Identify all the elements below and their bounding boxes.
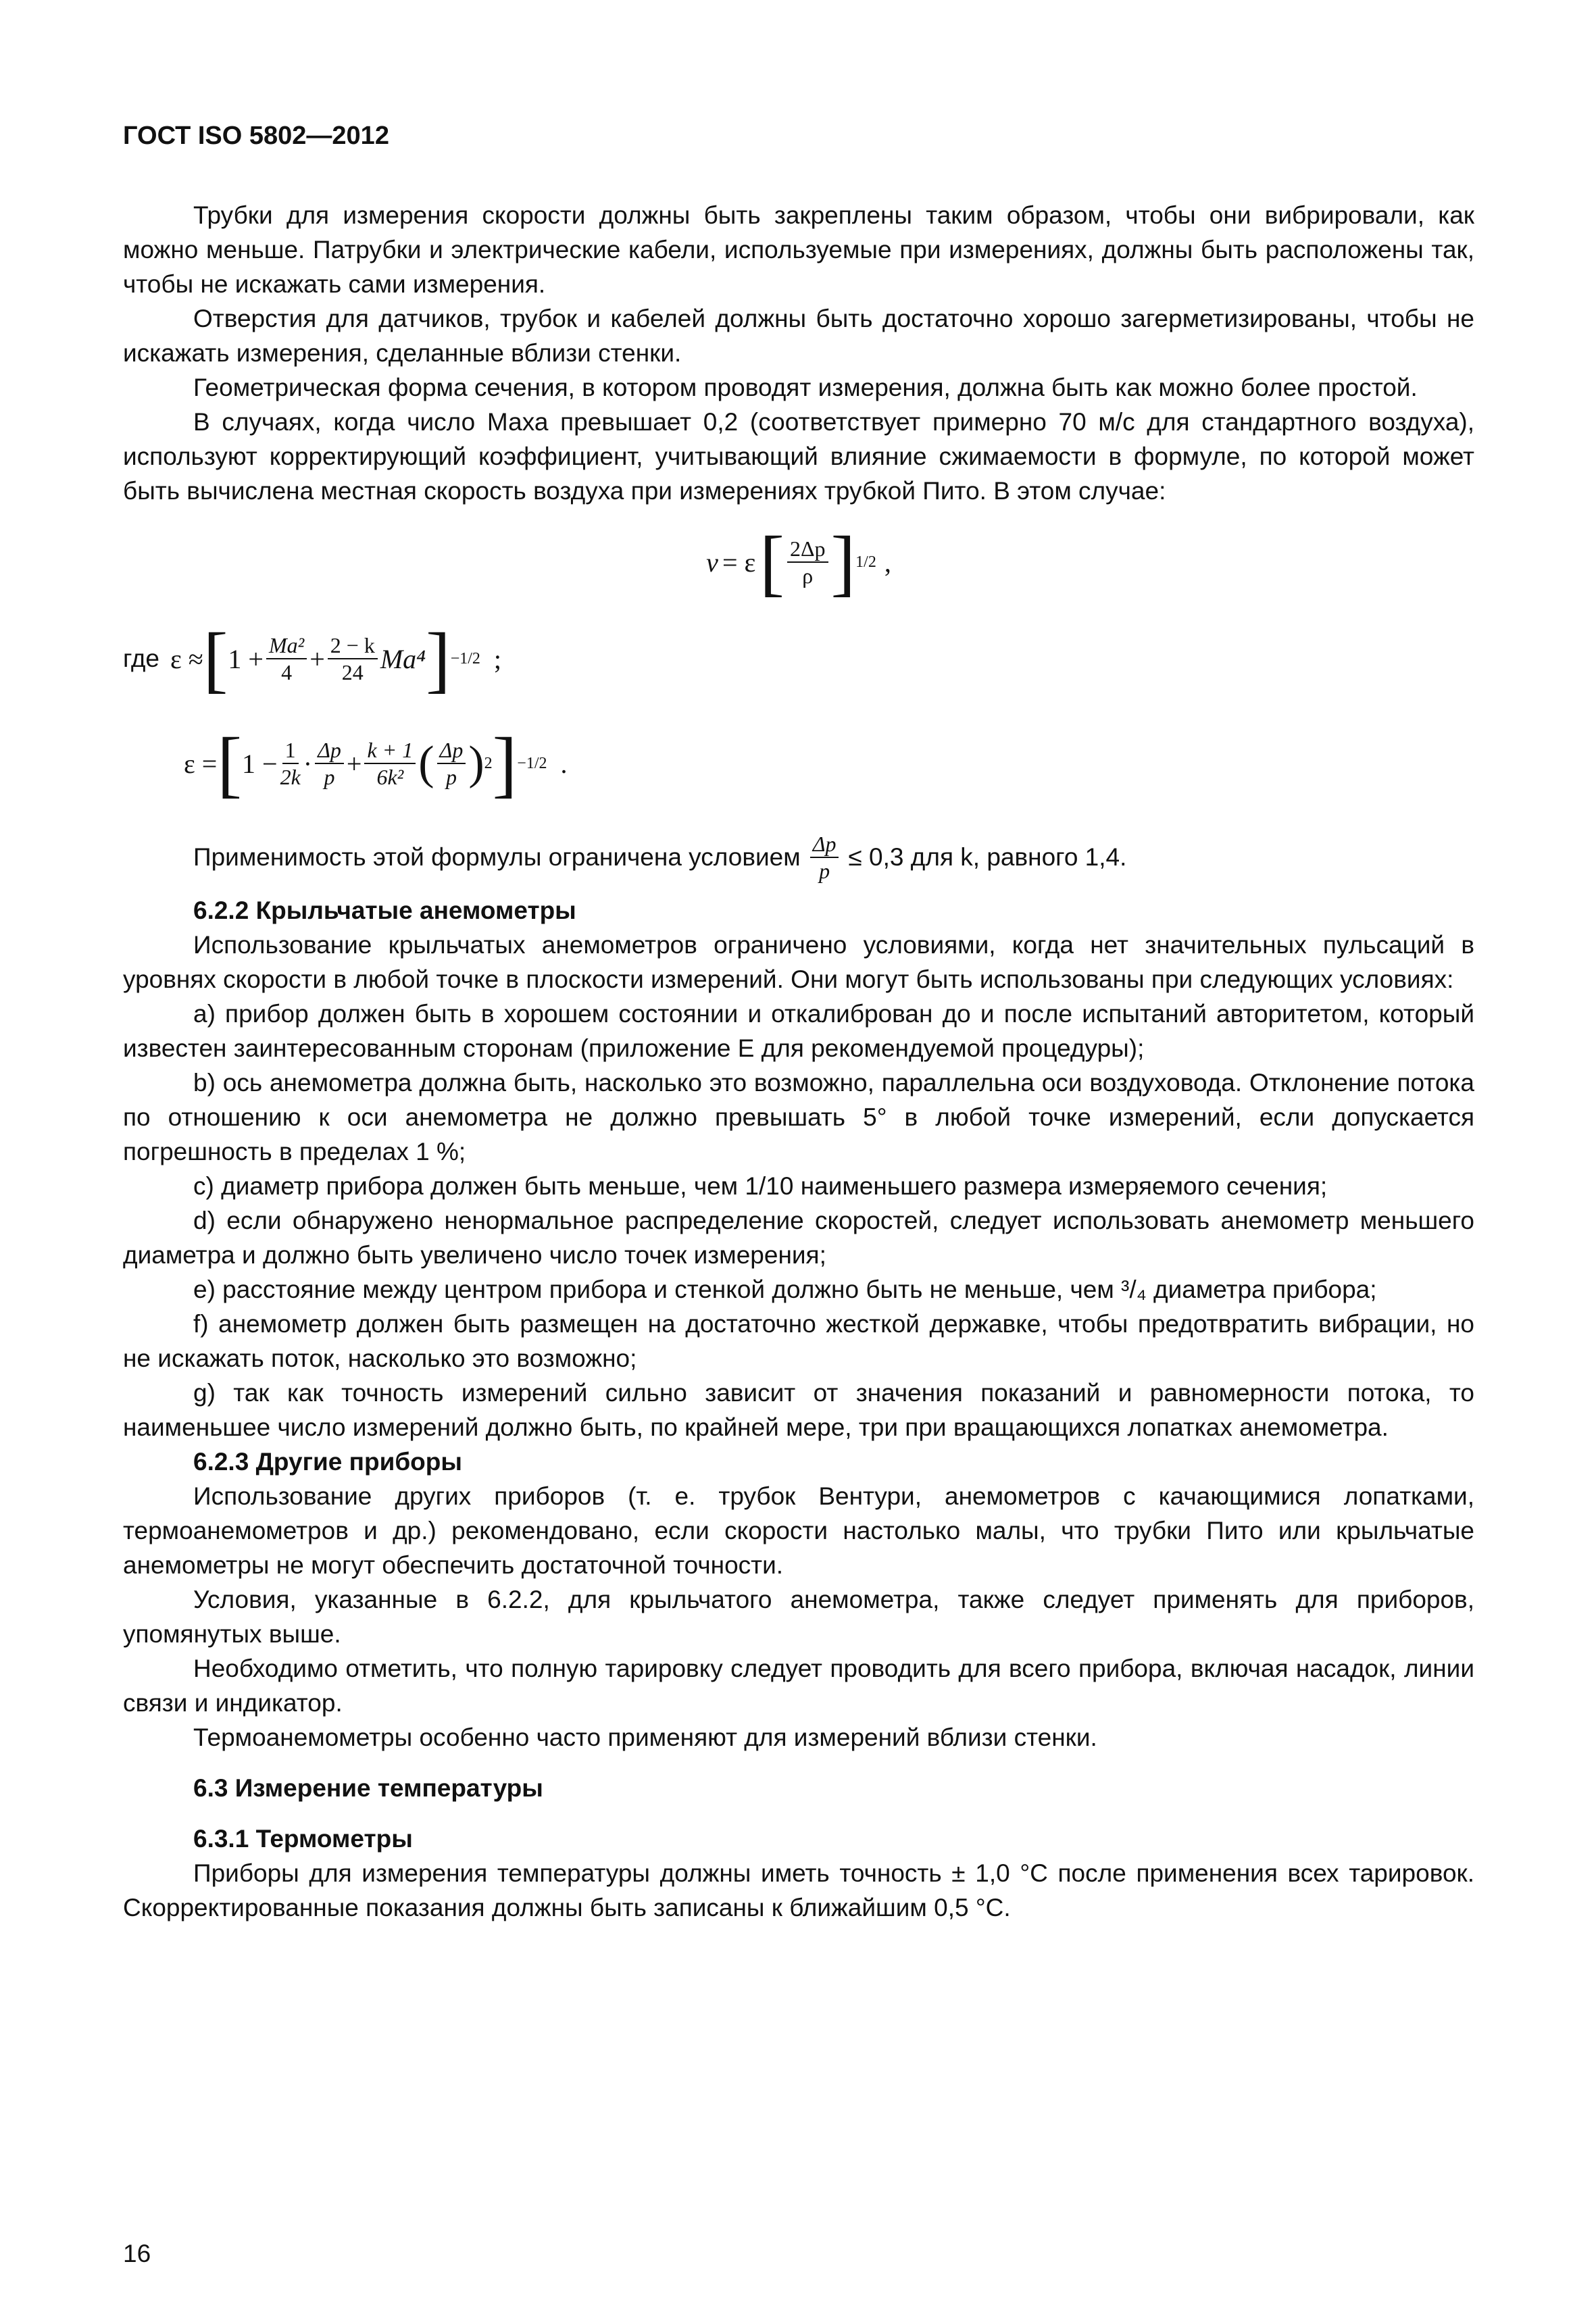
- list-item: g) так как точность измерений сильно зависит от значения показаний и равномерности потока, то наименьшее число измерений должно быть, по крайней мере, три при вращающихся лопатках анемометра.: [123, 1379, 1474, 1441]
- list-item: b) ось анемометра должна быть, насколько это возможно, параллельна оси воздуховода. Отклонение потока по отношению к оси анемометра не должно превышать 5° в любой точке измерений, если допускается погрешность в пределах 1 %;: [123, 1069, 1474, 1165]
- list-item: d) если обнаружено ненормальное распределение скоростей, следует использовать анемометр меньшего диаметра и должно быть увеличено число точек измерения;: [123, 1207, 1474, 1269]
- formula-velocity: v = ε [ $\frac{2\Delta p}{\rho}$ ] 1/2 ,: [706, 521, 891, 603]
- paragraph: Необходимо отметить, что полную тарировку следует проводить для всего прибора, включая насадок, линии связи и индикатор.: [123, 1655, 1474, 1717]
- section-heading: 6.2.3 Другие приборы: [193, 1448, 462, 1476]
- list-item: e) расстояние между центром прибора и стенкой должно быть не меньше, чем ³/₄ диаметра прибора;: [193, 1276, 1377, 1303]
- paragraph: Приборы для измерения температуры должны иметь точность ± 1,0 °С после применения всех тарировок. Скорректированные показания должны быть записаны к ближайшим 0,5 °С.: [123, 1859, 1474, 1921]
- paragraph: Отверстия для датчиков, трубок и кабелей должны быть достаточно хорошо загерметизированы, чтобы не искажать измерения, сделанные вблизи стенки.: [123, 305, 1474, 367]
- document-page: [123, 122, 1474, 1925]
- paragraph: Термоанемометры особенно часто применяют для измерений вблизи стенки.: [193, 1724, 1097, 1751]
- paragraph: Использование крыльчатых анемометров ограничено условиями, когда нет значительных пульсаций в уровнях скорости в любой точке в плоскости измерений. Они могут быть использованы при следующих условиях:: [123, 931, 1474, 993]
- document-header: ГОСТ ISO 5802—2012: [123, 122, 389, 150]
- list-item: f) анемометр должен быть размещен на достаточно жесткой державке, чтобы предотвратить вибрации, но не искажать поток, насколько это возможно;: [123, 1310, 1474, 1372]
- paragraph: Использование других приборов (т. е. трубок Вентури, анемометров с качающимися лопатками, термоанемометров и др.) рекомендовано, если скорости настолько малы, что трубки Пито или крыльчатые анемометры не могут обеспечить достаточной точности.: [123, 1482, 1474, 1579]
- paragraph: В случаях, когда число Маха превышает 0,2 (соответствует примерно 70 м/с для стандартного воздуха), используют корректирующий коэффициент, учитывающий влияние сжимаемости в формуле, по которой может быть вычислена местная скорость воздуха при измерениях трубкой Пито. В этом случае:: [123, 408, 1474, 505]
- page-number: 16: [123, 2240, 151, 2267]
- section-heading: 6.3 Измерение температуры: [193, 1774, 543, 1802]
- paragraph: Геометрическая форма сечения, в котором проводят измерения, должна быть как можно более простой.: [193, 374, 1418, 401]
- applicability-condition: Применимость этой формулы ограничена условием $\frac{\Delta p}{p}$ ≤ 0,3 для k, равного 1,4.: [193, 832, 1127, 883]
- list-item: a) прибор должен быть в хорошем состоянии и откалиброван до и после испытаний авторитетом, который известен заинтересованным сторонам (приложение Е для рекомендуемой процедуры);: [123, 1000, 1474, 1062]
- paragraph: Трубки для измерения скорости должны быть закреплены таким образом, чтобы они вибрировали, как можно меньше. Патрубки и электрические кабели, используемые при измерениях, должны быть расположены так, чтобы не искажать сами измерения.: [123, 201, 1474, 298]
- paragraph: Условия, указанные в 6.2.2, для крыльчатого анемометра, также следует применять для приборов, упомянутых выше.: [123, 1586, 1474, 1648]
- formula-epsilon-pressure: ε = [ 1 − $\frac{1}{2k}$ · $\frac{\Delta p}{p}$ + $\frac{k + 1}{\text{6k²}}$ ( $\frac{\Delta p}{p}$ ) 2 ] −1/2 .: [184, 722, 568, 805]
- section-heading: 6.2.2 Крыльчатые анемометры: [193, 897, 576, 924]
- list-item: c) диаметр прибора должен быть меньше, чем 1/10 наименьшего размера измеряемого сечения;: [193, 1172, 1328, 1200]
- section-heading: 6.3.1 Термометры: [193, 1825, 413, 1853]
- formula-epsilon-mach: где ε ≈ [ 1 + $\frac{\text{Ma²}}{4}$ + $\frac{2 - k}{24}$ Ma⁴ ] −1/2 ;: [123, 618, 502, 700]
